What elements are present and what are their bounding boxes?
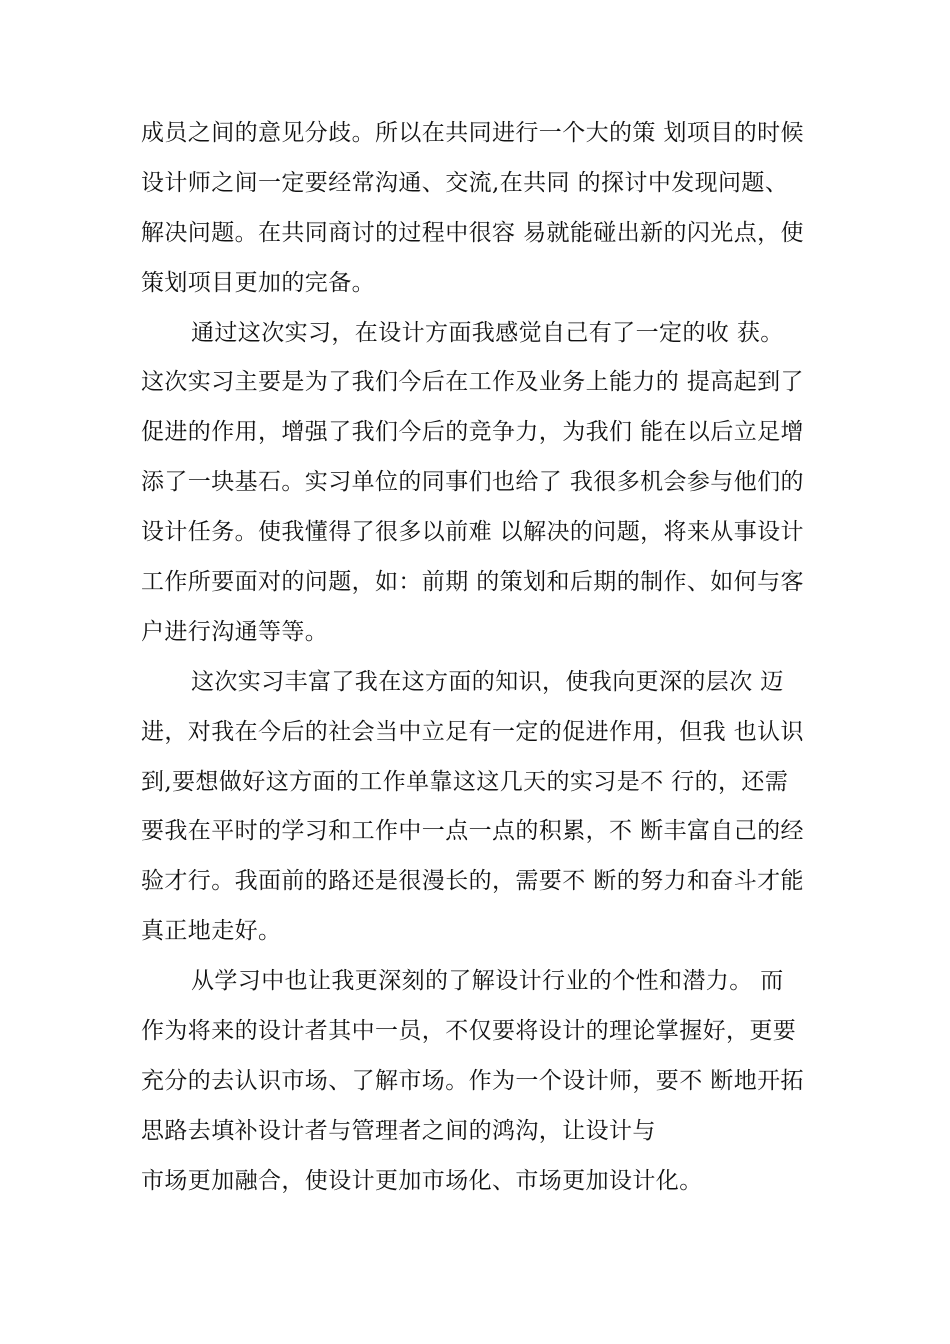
text-line: 设计任务。使我懂得了很多以前难 以解决的问题，将来从事设计	[141, 519, 804, 546]
text-line: 户进行沟通等等。	[141, 618, 329, 645]
paragraph-3	[141, 658, 821, 957]
paragraph-4	[141, 957, 821, 1206]
text-line: 设计师之间一定要经常沟通、交流,在共同 的探讨中发现问题、	[141, 169, 789, 196]
text-line: 验才行。我面前的路还是很漫长的，需要不 断的努力和奋斗才能	[141, 868, 804, 895]
text-line: 促进的作用，增强了我们今后的竞争力，为我们 能在以后立足增	[141, 419, 804, 446]
text-line: 市场更加融合，使设计更加市场化、市场更加设计化。	[141, 1167, 703, 1194]
text-line: 策划项目更加的完备。	[141, 269, 375, 296]
text-line: 充分的去认识市场、了解市场。作为一个设计师，要不 断地开拓	[141, 1067, 804, 1094]
text-line: 从学习中也让我更深刻的了解设计行业的个性和潜力。 而	[191, 968, 784, 995]
text-line: 思路去填补设计者与管理者之间的鸿沟，让设计与	[141, 1117, 656, 1144]
text-line: 通过这次实习，在设计方面我感觉自己有了一定的收 获。	[191, 319, 784, 346]
document-body	[141, 109, 821, 1207]
text-line: 真正地走好。	[141, 918, 282, 945]
text-line: 成员之间的意见分歧。所以在共同进行一个大的策 划项目的时候	[141, 120, 804, 146]
text-line: 这次实习丰富了我在这方面的知识，使我向更深的层次 迈	[191, 668, 784, 695]
text-line: 工作所要面对的问题，如：前期 的策划和后期的制作、如何与客	[141, 569, 804, 596]
paragraph-2	[141, 309, 821, 658]
text-line: 解决问题。在共同商讨的过程中很容 易就能碰出新的闪光点，使	[141, 219, 804, 246]
text-line: 要我在平时的学习和工作中一点一点的积累，不 断丰富自己的经	[141, 818, 804, 845]
text-line: 作为将来的设计者其中一员，不仅要将设计的理论掌握好，更要	[141, 1018, 797, 1045]
text-line: 添了一块基石。实习单位的同事们也给了 我很多机会参与他们的	[141, 469, 804, 496]
text-line: 到,要想做好这方面的工作单靠这这几天的实习是不 行的，还需	[141, 768, 789, 795]
text-line: 这次实习主要是为了我们今后在工作及业务上能力的 提高起到了	[141, 369, 804, 396]
paragraph-1	[141, 109, 821, 309]
text-line: 进，对我在今后的社会当中立足有一定的促进作用，但我 也认识	[141, 718, 804, 745]
